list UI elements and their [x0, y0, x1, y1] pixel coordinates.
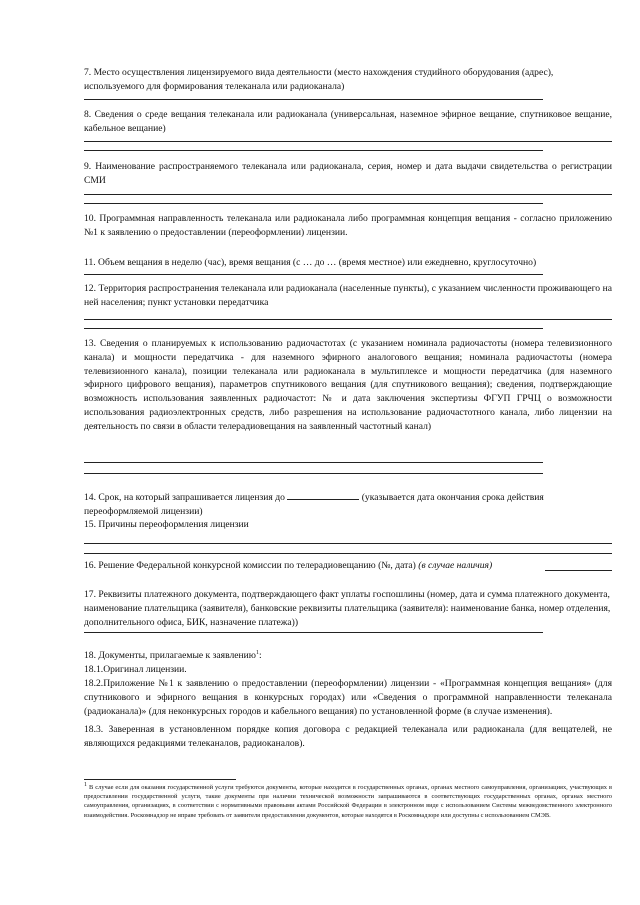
blank-line-17: [84, 632, 543, 633]
blank-line-12a: [84, 319, 612, 320]
item-18-heading: [84, 649, 612, 663]
expiry-date-blank: [287, 490, 359, 500]
item-14: [84, 490, 612, 519]
blank-line-15a: [84, 543, 612, 544]
blank-line-12b: [84, 328, 543, 329]
footnote: [84, 783, 612, 820]
footnote-mark: 1: [84, 781, 87, 788]
item-15: 15. Причины переоформления лицензии: [84, 519, 249, 530]
blank-line-13b: [84, 473, 543, 474]
item-16-label: 16. Решение Федеральной конкурсной комиссии по телерадиовещанию (№, дата): [84, 560, 416, 571]
item-18-colon: :: [258, 650, 262, 661]
item-11: 11. Объем вещания в неделю (час), время вещания (с … до … (время местное) или ежедневно, круглосуточно): [84, 257, 537, 268]
item-12: 12. Территория распространения телеканала или радиоканала (населенные пункты), с указанием численности проживающего на ней населения; пункт установки передатчика: [84, 283, 612, 308]
blank-line-8a: [84, 141, 612, 142]
footnote-ref: 1: [255, 649, 259, 656]
item-18-3: 18.3. Заверенная в установленном порядке копия договора с редакцией телеканала или радиоканала (для вещателей, не являющихся редакциями телеканалов, радиоканалов).: [84, 724, 612, 749]
blank-line-11: [84, 274, 543, 275]
blank-line-9a: [84, 194, 612, 195]
item-18-1: 18.1.Оригинал лицензии.: [84, 664, 187, 675]
item-10: 10. Программная направленность телеканала или радиоканала либо программная концепция вещания - согласно приложению №1 к заявлению о предоставлении (переоформлении) лицензии.: [84, 213, 612, 238]
item-18-label: 18. Документы, прилагаемые к заявлению: [84, 650, 256, 661]
item-13: 13. Сведения о планируемых к использованию радиочастотах (с указанием номинала радиочастоты (номера телевизионного канала) и мощности передатчика - для наземного эфирного аналогового вещания; номинала радиочастоты (номера телевизионного канала), позиции телеканала или радиоканала в мультиплексе и мощности передатчика (для наземного эфирного цифрового вещания), параметров спутникового вещания (для спутникового вещания); сведения, подтверждающие возможность использования заявленных радиочастот: № и дата заключения экспертизы ФГУП ГРЧЦ о возможности использования радиоэлектронных средств, либо разрешения на использование радиочастотного канала, либо лицензии на деятельность по связи в области телерадиовещания на заявленный частотный канал): [84, 338, 612, 432]
footnote-separator: [84, 779, 236, 780]
blank-line-9b: [84, 203, 543, 204]
blank-line-16: [545, 570, 612, 571]
item-16-note: (в случае наличия): [418, 560, 493, 571]
blank-line-15b: [84, 553, 612, 554]
item-9: 9. Наименование распространяемого телеканала или радиоканала, серия, номер и дата выдачи свидетельства о регистрации СМИ: [84, 161, 612, 186]
item-14-note: (указывается дата окончания срока действия переоформляемой лицензии): [84, 492, 544, 517]
blank-line-8b: [84, 150, 543, 151]
blank-line-13a: [84, 462, 543, 463]
blank-line-7: [84, 99, 543, 100]
item-7: 7. Место осуществления лицензируемого вида деятельности (место нахождения студийного оборудования (адрес), используемого для формирования телеканала или радиоканала): [84, 67, 554, 92]
item-14-label: 14. Срок, на который запрашивается лицензия до: [84, 492, 285, 503]
item-17: 17. Реквизиты платежного документа, подтверждающего факт уплаты госпошлины (номер, дата и сумма платежного документа, наименование плательщика (заявителя), банковские реквизиты плательщика (заявителя): наименование банка, номер отделения, дополнительного офиса, БИК, назначение платежа)): [84, 589, 611, 628]
footnote-text: В случае если для оказания государственной услуги требуются документы, которые находятся в государственных органах, органах местного самоуправления, организациях, участвующих в предоставлении государственной услуги, такие документы при наличии технической возможности запрашиваются в соответствующих государственных органах, органах местного самоуправления, организациях, в соответствии с нормативными правовыми актами Российской Федерации в электронном виде с использованием Системы межведомственного электронного взаимодействия. Роскомнадзор не вправе требовать от заявителя предоставления документов, которые находятся в Роскомнадзоре или доступны с использованием СМЭВ.: [84, 784, 612, 819]
item-8: 8. Сведения о среде вещания телеканала или радиоканала (универсальная, наземное эфирное вещание, спутниковое вещание, кабельное вещание): [84, 109, 612, 134]
item-16: [84, 559, 612, 573]
item-18-2: 18.2.Приложение №1 к заявлению о предоставлении (переоформлении) лицензии - «Программная концепция вещания» (для спутникового и эфирного вещания в конкурсных городах) или «Сведения о программной направленности телеканала (радиоканала)» (для неконкурсных городов и кабельного вещания) по установленной форме (в случае изменения).: [84, 678, 612, 717]
